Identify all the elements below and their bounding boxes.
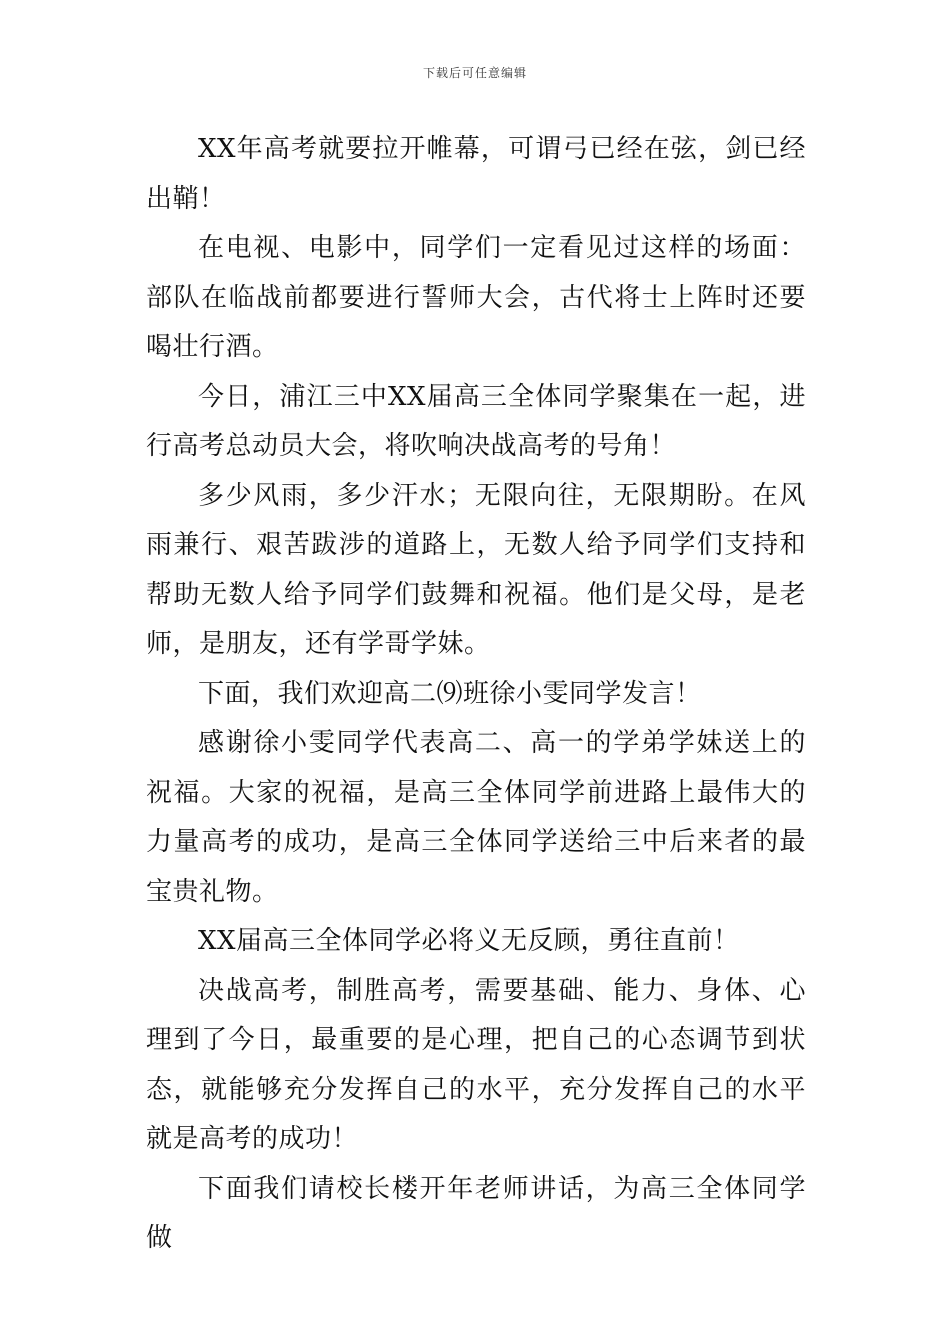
paragraph-4: 多少风雨，多少汗水；无限向往，无限期盼。在风雨兼行、艰苦跋涉的道路上，无数人给予同学们支持和帮助无数人给予同学们鼓舞和祝福。他们是父母，是老师，是朋友，还有学哥学妹。 [146,480,806,659]
paragraph-1: XX年高考就要拉开帷幕，可谓弓已经在弦，剑已经出鞘！ [146,134,806,214]
paragraph-9: 下面我们请校长楼开年老师讲话，为高三全体同学做 [146,1173,806,1253]
paragraph-6: 感谢徐小雯同学代表高二、高一的学弟学妹送上的祝福。大家的祝福，是高三全体同学前进路上最伟大的力量高考的成功，是高三全体同学送给三中后来者的最宝贵礼物。 [146,728,806,907]
page-header-note: 下载后可任意编辑 [422,66,527,80]
document-body [146,125,806,1264]
paragraph-7: XX届高三全体同学必将义无反顾，勇往直前！ [198,926,740,956]
paragraph-3: 今日，浦江三中XX届高三全体同学聚集在一起，进行高考总动员大会，将吹响决战高考的号角！ [146,381,806,461]
paragraph-2: 在电视、电影中，同学们一定看见过这样的场面：部队在临战前都要进行誓师大会，古代将士上阵时还要喝壮行酒。 [146,233,806,362]
paragraph-5: 下面，我们欢迎高二⑼班徐小雯同学发言！ [198,678,702,709]
paragraph-8: 决战高考，制胜高考，需要基础、能力、身体、心理到了今日，最重要的是心理，把自己的心态调节到状态，就能够充分发挥自己的水平，充分发挥自己的水平就是高考的成功！ [146,975,806,1154]
